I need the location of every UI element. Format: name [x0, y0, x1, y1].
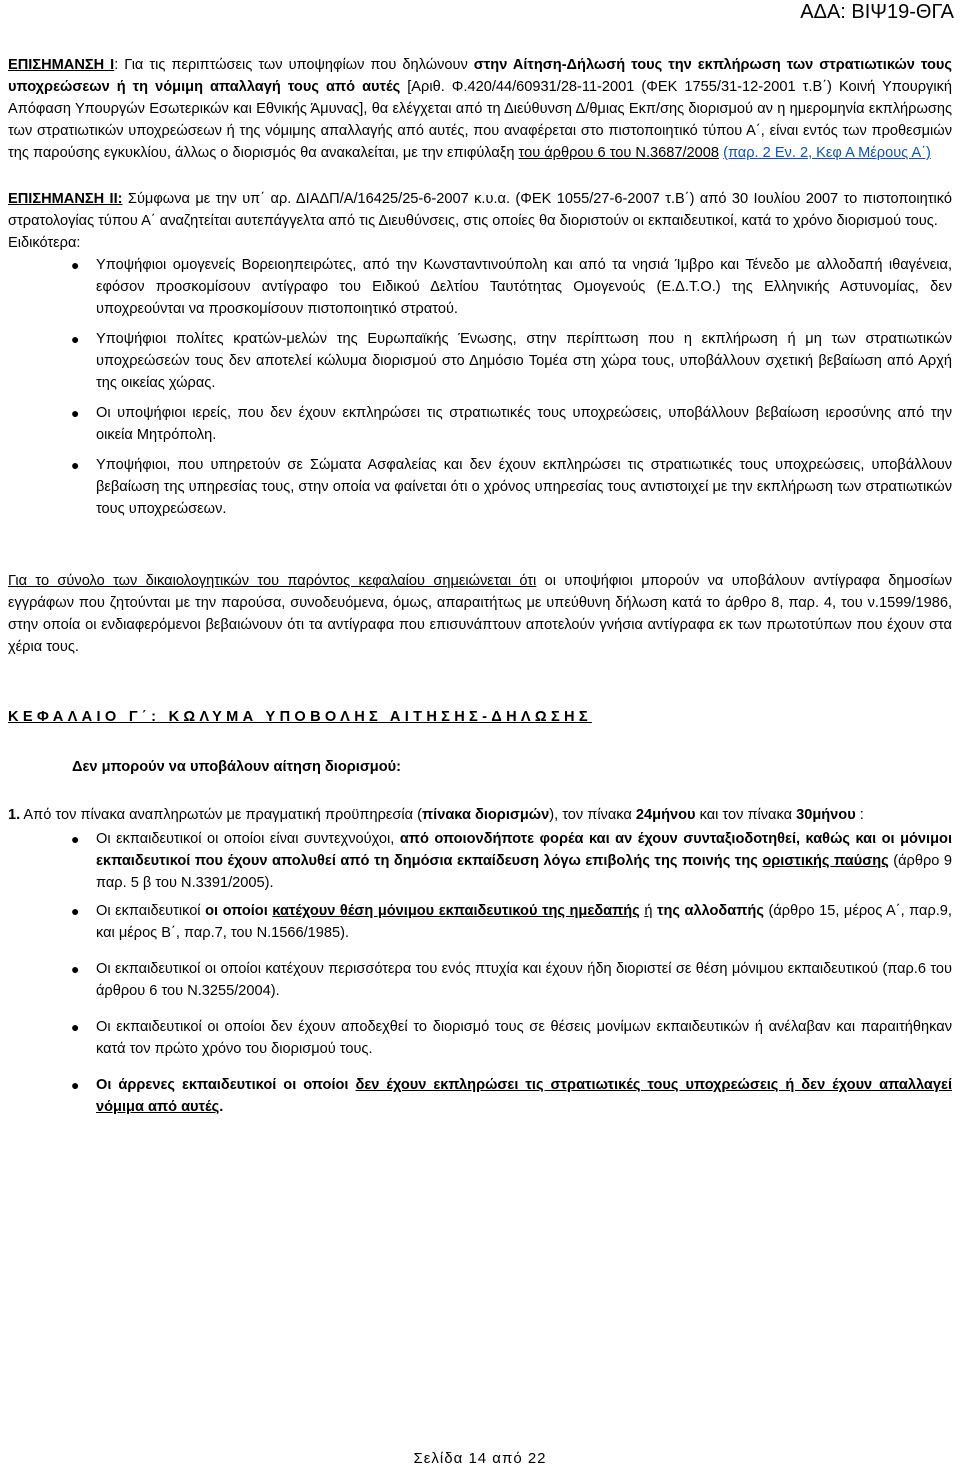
note-2-paragraph — [8, 188, 952, 232]
list-item-bold: οι οποίοι — [205, 903, 273, 919]
list-item-text: Οι εκπαιδευτικοί οι οποίοι κατέχουν περισσότερα του ενός πτυχία και έχουν ήδη διοριστεί σε θέση μόνιμου εκπαιδευτικού (παρ.6 του άρθρου 6 του Ν.3255/2004). — [96, 961, 952, 999]
copies-paragraph — [8, 570, 952, 658]
item-1-paragraph — [8, 804, 952, 826]
list-item-underlined: ή — [644, 903, 653, 919]
list-item — [8, 328, 952, 394]
bullet-icon: ● — [71, 257, 80, 273]
note-1-text: Για τις περιπτώσεις των υποψηφίων που δηλώνουν — [124, 57, 474, 73]
list-item — [8, 1016, 952, 1060]
spacer — [8, 778, 952, 804]
list-item-bold: από οποιονδήποτε φορέα και αν έχουν συνταξιοδοτηθεί, καθώς και οι μόνιμοι εκπαιδευτικοί που έχουν απολυθεί από τη δημόσια εκπαίδευση λόγω επιβολής της ποινής της — [96, 831, 952, 869]
note-1-paragraph — [8, 54, 952, 164]
item-1-text-4: : — [855, 807, 864, 823]
copies-text: οι υποψήφιοι μπορούν να υποβάλουν αντίγραφα δημοσίων εγγράφων που ζητούνται με την παρούσα, συνοδευόμενα, όμως, απαραιτήτως με υπεύθυνη δήλωση κατά το άρθρο 8, παρ. 4, του ν.1599/1986, στην οποία οι ενδιαφερόμενοι βεβαιώνουν ότι τα αντίγραφα που επισυνάπτουν αποτελούν γνήσια αντίγραφα εκ των πρωτοτύπων που έχουν στα χέρια τους. — [8, 573, 952, 655]
bullet-icon: ● — [71, 1019, 80, 1035]
list-item-bold-2: της αλλοδαπής — [652, 903, 764, 919]
item-1-bold-3: 30μήνου — [796, 807, 856, 823]
list-item-text: Υποψήφιοι ομογενείς Βορειοηπειρώτες, από την Κωνσταντινούπολη και από τα νησιά Ίμβρο και Τένεδο με αλλοδαπή ιθαγένεια, εφόσον προσκομίσουν αντίγραφο του Ειδικού Δελτίου Ταυτότητας Ομογενούς (Ε.Δ.Τ.Ο.) της Ελληνικής Αστυνομίας, δεν υποχρεούνται να προσκομίσουν πιστοποιητικό στρατού. — [96, 257, 952, 317]
list-item — [8, 454, 952, 520]
note-1-law-ref: του άρθρου 6 του Ν.3687/2008 — [518, 145, 720, 161]
note-1-link[interactable]: (παρ. 2 Εν. 2, Κεφ Α Μέρους Α΄) — [723, 145, 931, 161]
item-1-bold-1: πίνακα διορισμών — [421, 807, 550, 823]
list-item-bold: Οι άρρενες εκπαιδευτικοί οι οποίοι — [96, 1077, 356, 1093]
bullet-icon: ● — [71, 457, 80, 473]
page-number: Σελίδα 14 από 22 — [413, 1450, 547, 1467]
bullet-icon: ● — [71, 331, 80, 347]
note-1-bold: στην Αίτηση-Δήλωσή τους την εκπλήρωση των στρατιωτικών τους υποχρεώσεων ή τη νόμιμη απαλλαγή τους από αυτές — [8, 57, 953, 95]
list-item-text-2: (άρθρο 9 παρ. 5 β του Ν.3391/2005). — [96, 853, 953, 891]
list-item-text: Οι εκπαιδευτικοί οι οποίοι είναι συντεχνούχοι, — [96, 831, 400, 847]
bullet-icon: ● — [71, 831, 80, 847]
list-item — [8, 402, 952, 446]
list-item-text: Οι εκπαιδευτικοί — [96, 903, 206, 919]
list-item-text: Υποψήφιοι, που υπηρετούν σε Σώματα Ασφαλείας και δεν έχουν εκπληρώσει τις στρατιωτικές τους υποχρεώσεις, υποβάλλουν βεβαίωση της υπηρεσίας τους, στην οποία να φαίνεται ότι ο χρόνος υπηρεσίας τους αντιστοιχεί με την εκπλήρωση των στρατιωτικών τους υποχρεώσεων. — [96, 457, 952, 517]
note-1-text-2: [Αριθ. Φ.420/44/60931/28-11-2001 (ΦΕΚ 1755/31-12-2001 τ.Β΄) Κοινή Υπουργική Απόφαση Υπουργών Εσωτερικών και Εθνικής Άμυνας], θα ελέγχεται από τη Διεύθυνση Δ/θμιας Εκπ/σης διορισμού αν η ημερομηνία εκπλήρωσης των στρατιωτικών υποχρεώσεων ή της νόμιμης απαλλαγής από αυτές, που αναφέρεται στο πιστοποιητικό τύπου Α΄, είναι εντός των προθεσμιών της παρούσης εγκυκλίου, άλλως ο διορισμός θα ανακαλείται, με την επιφύλαξη — [8, 79, 952, 161]
bullet-icon: ● — [71, 961, 80, 977]
item-1-text-2: ), τον πίνακα — [549, 807, 636, 823]
copies-underlined: Για το σύνολο των δικαιολογητικών του παρόντος κεφαλαίου σημειώνεται ότι — [8, 573, 537, 589]
list-item-bold-underlined: οριστικής παύσης — [762, 853, 889, 869]
list-item — [8, 958, 952, 1002]
list-item-text: Οι υποψήφιοι ιερείς, που δεν έχουν εκπληρώσει τις στρατιωτικές τους υποχρεώσεις, υποβάλλουν βεβαίωση ιεροσύνης από την οικεία Μητρόπολη. — [96, 405, 952, 443]
list-item — [8, 900, 952, 944]
item-1-number: 1. — [8, 807, 21, 823]
document-page — [8, 54, 952, 1118]
chapter-title-text: ΚΕΦΑΛΑΙΟ Γ΄: ΚΩΛΥΜΑ ΥΠΟΒΟΛΗΣ ΑΙΤΗΣΗΣ-ΔΗΛΩΣΗΣ — [8, 709, 592, 725]
list-item-bold-underlined: κατέχουν θέση μόνιμου εκπαιδευτικού της ημεδαπής — [272, 903, 640, 919]
chapter-title — [8, 706, 952, 728]
list-item — [8, 254, 952, 320]
list-item-dot: . — [219, 1099, 224, 1115]
note-2-label: ΕΠΙΣΗΜΑΝΣΗ ΙΙ: — [8, 191, 123, 207]
ada-code: ΑΔΑ: ΒΙΨ19-ΘΓΑ — [800, 1, 954, 23]
spacer — [8, 658, 952, 706]
bullet-icon: ● — [71, 405, 80, 421]
spacer — [8, 728, 952, 756]
specifically-label: Ειδικότερα: — [8, 235, 81, 251]
bullet-icon: ● — [71, 1077, 80, 1093]
list-item-text: Οι εκπαιδευτικοί οι οποίοι δεν έχουν αποδεχθεί το διορισμό τους σε θέσεις μονίμων εκπαιδευτικών ή ανέλαβαν και παραιτήθηκαν κατά τον πρώτο χρόνο του διορισμού τους. — [96, 1019, 952, 1057]
note-2-text: Σύμφωνα με την υπ΄ αρ. ΔΙΑΔΠ/Α/16425/25-6-2007 κ.υ.α. (ΦΕΚ 1055/27-6-2007 τ.Β΄) από 30 Ιουλίου 2007 το πιστοποιητικό στρατολογίας τύπου Α΄ αναζητείται αυτεπάγγελτα από τις Διευθύνσεις, στις οποίες θα διοριστούν οι εκπαιδευτικοί, κατά το χρόνο διορισμού τους. — [8, 191, 953, 229]
list-item-text: Υποψήφιοι πολίτες κρατών-μελών της Ευρωπαϊκής Ένωσης, στην περίπτωση που η εκπλήρωση ή μη των στρατιωτικών υποχρεώσεών τους δεν αποτελεί κώλυμα διορισμού στο Δημόσιο Τομέα στη χώρα τους, υποβάλλουν σχετική βεβαίωση από Αρχή της οικείας χώρας. — [96, 331, 952, 391]
list-item-text-2: (άρθρο 15, μέρος Α΄, παρ.9, και μέρος Β΄, παρ.7, του Ν.1566/1985). — [96, 903, 952, 941]
item-1-text-3: και τον πίνακα — [695, 807, 797, 823]
note-1-colon: : — [114, 57, 125, 73]
list-item-bold-underlined: δεν έχουν εκπληρώσει τις στρατιωτικές τους υποχρεώσεις ή δεν έχουν απαλλαγεί νόμιμα από αυτές — [96, 1077, 953, 1115]
item-1-bold-2: 24μήνου — [635, 807, 696, 823]
item-1-text: Από τον πίνακα αναπληρωτών με πραγματική προϋπηρεσία ( — [20, 807, 422, 823]
spacer — [8, 528, 952, 570]
bullet-icon: ● — [71, 903, 80, 919]
note-2-bullet-list — [8, 254, 952, 520]
list-item — [8, 1074, 952, 1118]
chapter-bullet-list — [8, 828, 952, 1118]
chapter-subtitle: Δεν μπορούν να υποβάλουν αίτηση διορισμού: — [72, 759, 402, 775]
list-item — [8, 828, 952, 894]
spacer — [8, 164, 952, 188]
note-1-label: ΕΠΙΣΗΜΑΝΣΗ Ι — [8, 57, 115, 73]
